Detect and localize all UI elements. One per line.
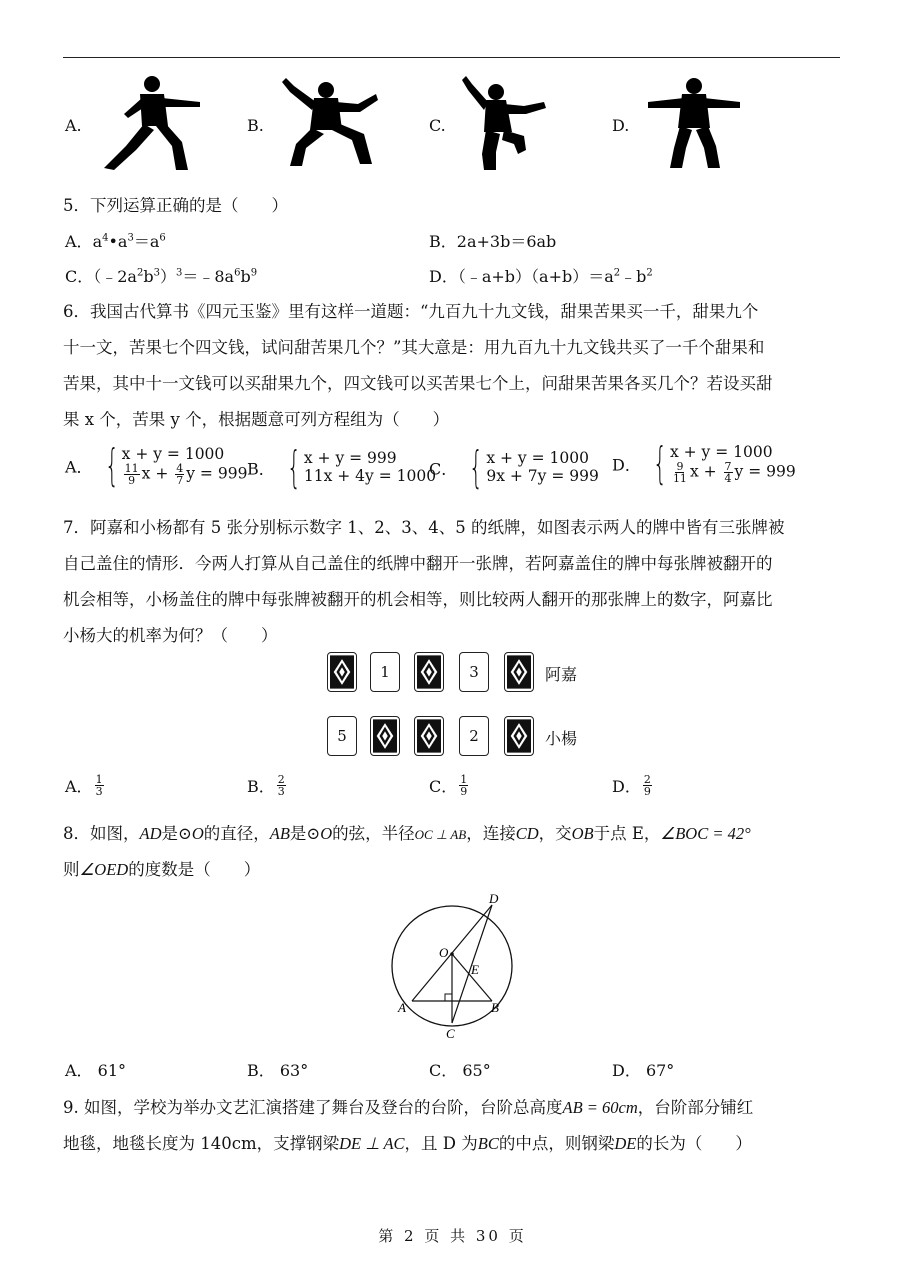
q8-line-2: 则∠OED的度数是（ ） — [63, 860, 261, 879]
q6-option-d: D． { x + y = 1000 $\frac{9}{11}$ x + $\frac{7}{4}$ y = 999 — [612, 438, 796, 489]
q7-line-4: 小杨大的机率为何？（ ） — [63, 626, 278, 645]
silhouette-b-icon — [276, 74, 382, 170]
card-face: 5 — [327, 716, 357, 756]
q6-line-2: 十一文，苦果七个四文钱，试问甜苦果几个？”其大意是：用九百九十九文钱共买了一千个甜果和 — [63, 338, 765, 357]
q6-option-b: B． { x + y = 999 11x + 4y = 1000 — [247, 442, 437, 493]
silhouette-c-icon — [458, 74, 550, 174]
card-back-pattern-icon — [507, 719, 531, 753]
q9-line-2: 地毯，地毯长度为 140cm，支撑钢梁DE ⊥ AC，且 D 为BC的中点，则钢梁DE的长为（ ） — [63, 1134, 752, 1153]
silhouette-d-icon — [644, 74, 744, 170]
q7-option-c: C． $\frac{1}{9}$ — [429, 773, 468, 798]
q8-option-a: A． 61° — [65, 1061, 127, 1080]
q5-stem: 5．下列运算正确的是（ ） — [63, 196, 288, 215]
q4-option-b-label: B. — [247, 116, 264, 135]
q7-option-d: D． $\frac{2}{9}$ — [612, 773, 651, 798]
card-back-pattern-icon — [417, 719, 441, 753]
q5-option-a: A．$a^4•a^3=a^6$ — [65, 232, 166, 251]
point-e-label: E — [471, 962, 479, 977]
card-face: 3 — [459, 652, 489, 692]
card-back-pattern-icon — [417, 655, 441, 689]
q7-line-3: 机会相等，小杨盖住的牌中每张牌被翻开的机会相等，则比较两人翻开的那张牌上的数字，阿嘉比 — [63, 590, 773, 609]
q4-option-a-label: A. — [65, 116, 82, 135]
q6-option-c: C． { x + y = 1000 9x + 7y = 999 — [429, 442, 599, 493]
point-c-label: C — [446, 1026, 455, 1041]
q8-option-d: D． 67° — [612, 1061, 675, 1080]
card-back-1 — [327, 652, 357, 692]
card-back-4 — [370, 716, 400, 756]
center-point — [450, 952, 454, 956]
row-label-ajia: 阿嘉 — [545, 665, 578, 684]
page-footer: 第 2 页 共 30 页 — [378, 1227, 527, 1245]
card-back-5 — [414, 716, 444, 756]
card-back-pattern-icon — [373, 719, 397, 753]
q5-option-b: B．2a+3b＝6ab — [429, 232, 557, 251]
point-d-label: D — [489, 892, 499, 906]
card-back-pattern-icon — [507, 655, 531, 689]
card-face: 1 — [370, 652, 400, 692]
card-back-pattern-icon — [330, 655, 354, 689]
q7-option-a: A． $\frac{1}{3}$ — [65, 773, 103, 798]
header-rule — [63, 57, 840, 58]
card-back-3 — [504, 652, 534, 692]
point-a-label: A — [398, 1000, 406, 1015]
q6-option-a: A． { x + y = 1000 $\frac{11}{9}$ x + $\frac{4}{7}$ y = 999 — [65, 440, 248, 491]
q6-line-1: 6．我国古代算书《四元玉鉴》里有这样一道题：“九百九十九文钱，甜果苦果买一千，甜果九个 — [63, 302, 759, 321]
point-o-label: O — [439, 945, 449, 960]
q4-option-c-label: C. — [429, 116, 446, 135]
q5-option-d: D．$(﹣a+b)(a+b)=a^2﹣b^2$ — [429, 267, 653, 286]
row-label-xiaoyang: 小楊 — [545, 729, 578, 748]
card-back-6 — [504, 716, 534, 756]
card-face: 2 — [459, 716, 489, 756]
q8-option-c: C． 65° — [429, 1061, 491, 1080]
right-angle-mark — [445, 994, 452, 1001]
q8-line-1: 8．如图，AD是⊙O的直径，AB是⊙O的弦，半径OC ⊥ AB，连接CD，交OB于点 E，∠BOC = 42° — [63, 824, 751, 843]
q8-option-b: B． 63° — [247, 1061, 309, 1080]
q6-line-4: 果 x 个，苦果 y 个，根据题意可列方程组为（ ） — [63, 410, 450, 429]
q7-line-1: 7．阿嘉和小杨都有 5 张分别标示数字 1、2、3、4、5 的纸牌，如图表示两人的牌中皆有三张牌被 — [63, 518, 785, 537]
q7-option-b: B． $\frac{2}{3}$ — [247, 773, 285, 798]
silhouette-a-icon — [96, 74, 208, 174]
q4-option-d-label: D. — [612, 116, 630, 135]
q8-circle-diagram — [385, 892, 520, 1042]
q5-option-c: C．$(﹣2a^2b^3)^3=﹣8a^6b^9$ — [65, 267, 258, 286]
point-b-label: B — [491, 1000, 499, 1015]
q6-line-3: 苦果，其中十一文钱可以买甜果九个，四文钱可以买苦果七个上，问甜果苦果各买几个？若设买甜 — [63, 374, 773, 393]
card-back-2 — [414, 652, 444, 692]
q9-line-1: 9. 如图，学校为举办文艺汇演搭建了舞台及登台的台阶，台阶总高度AB = 60cm，台阶部分铺红 — [63, 1098, 754, 1117]
q7-line-2: 自己盖住的情形．今两人打算从自己盖住的纸牌中翻开一张牌，若阿嘉盖住的牌中每张牌被翻开的 — [63, 554, 773, 573]
